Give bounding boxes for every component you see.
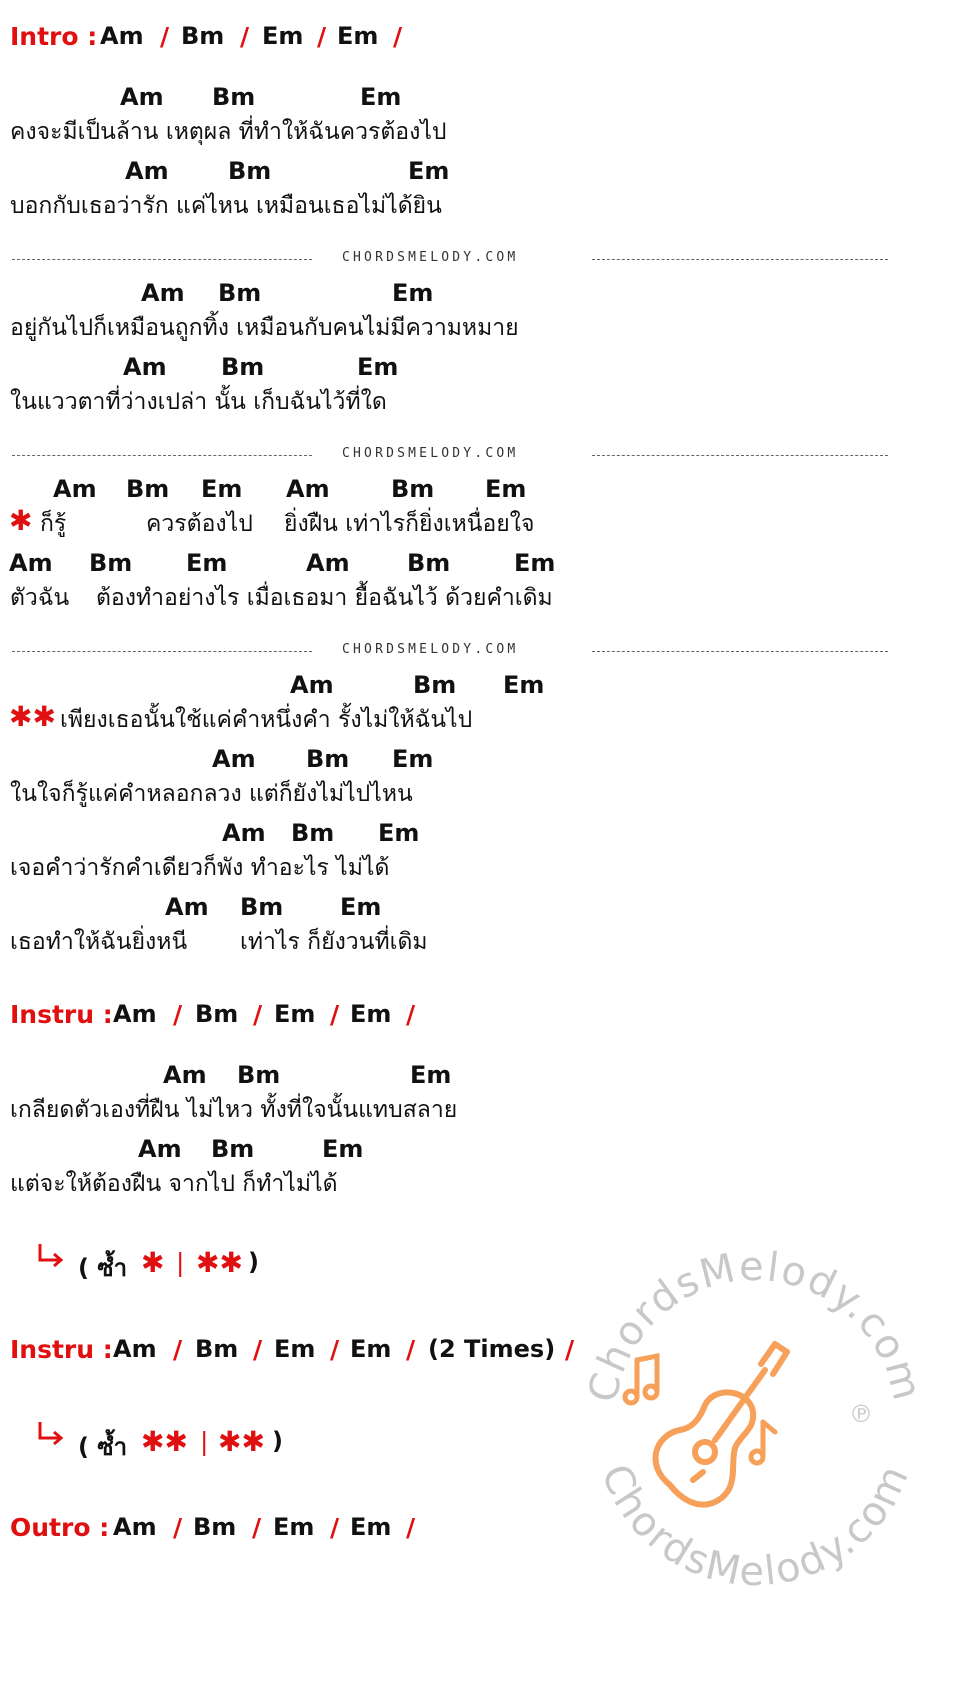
chord: Am bbox=[212, 745, 256, 773]
chord: Am bbox=[165, 893, 209, 921]
chord: Bm bbox=[181, 22, 225, 50]
slash: / bbox=[330, 1513, 340, 1542]
slash: / bbox=[330, 1000, 340, 1029]
chord: Bm bbox=[195, 1335, 239, 1363]
chord: Em bbox=[274, 1000, 316, 1028]
slash: / bbox=[253, 1335, 263, 1364]
chord: Em bbox=[340, 893, 382, 921]
lyric-line: เกลียดตัวเองที่ฝืน ไม่ไหว ทั้งที่ใจนั้นแทบสลาย bbox=[10, 1097, 458, 1123]
chord: Em bbox=[337, 22, 379, 50]
chord: Bm bbox=[195, 1000, 239, 1028]
instru-label: Instru : bbox=[10, 1000, 113, 1029]
chord: Em bbox=[262, 22, 304, 50]
chord: Em bbox=[357, 353, 399, 381]
slash: / bbox=[406, 1513, 416, 1542]
chord: Em bbox=[274, 1335, 316, 1363]
chord: Am bbox=[141, 279, 185, 307]
slash: / bbox=[160, 22, 170, 51]
chord: Am bbox=[286, 475, 330, 503]
site-watermark-text: CHORDSMELODY.COM bbox=[342, 642, 519, 657]
slash: / bbox=[406, 1335, 416, 1364]
music-note-icon bbox=[751, 1422, 775, 1463]
chord: Am bbox=[306, 549, 350, 577]
intro-label: Intro : bbox=[10, 22, 98, 51]
section-divider bbox=[12, 445, 888, 465]
lyric-line: อยู่กันไปก็เหมือนถูกทิ้ง เหมือนกับคนไม่มีความหมาย bbox=[10, 315, 519, 341]
slash: / bbox=[317, 22, 327, 51]
chord: Am bbox=[100, 22, 144, 50]
chord: Em bbox=[322, 1135, 364, 1163]
lyric-line: ควรต้องไป bbox=[146, 511, 253, 537]
repeat-marker: ✱ bbox=[141, 1246, 165, 1279]
chord: Am bbox=[9, 549, 53, 577]
slash: / bbox=[173, 1513, 183, 1542]
lyric-line: เพียงเธอนั้นใช้แค่คำหนึ่งคำ รั้งไม่ให้ฉันไป bbox=[60, 707, 473, 733]
chord: Am bbox=[53, 475, 97, 503]
slash: / bbox=[253, 1000, 263, 1029]
lyric-line: เท่าไร ก็ยังวนที่เดิม bbox=[240, 929, 428, 955]
repeat-marker: ✱✱ bbox=[196, 1246, 243, 1279]
site-watermark-text: CHORDSMELODY.COM bbox=[342, 446, 519, 461]
watermark-top-text: ChordsMelody.com bbox=[579, 1243, 931, 1407]
watermark-symbol: ℗ bbox=[849, 1400, 873, 1428]
chord: Bm bbox=[306, 745, 350, 773]
repeat-separator: | bbox=[200, 1427, 209, 1456]
repeat-close: ) bbox=[272, 1427, 283, 1455]
chord: Em bbox=[186, 549, 228, 577]
chordsmelody-watermark-logo bbox=[575, 1240, 935, 1600]
chord: Am bbox=[123, 353, 167, 381]
slash: / bbox=[406, 1000, 416, 1029]
chord: Em bbox=[485, 475, 527, 503]
chord: Bm bbox=[228, 157, 272, 185]
lyric-line: ในใจก็รู้แค่คำหลอกลวง แต่ก็ยังไม่ไปไหน bbox=[10, 781, 413, 807]
lyric-line: เธอทำให้ฉันยิ่งหนี bbox=[10, 929, 188, 955]
section-marker: ✱ bbox=[9, 504, 33, 537]
slash: / bbox=[252, 1513, 262, 1542]
slash: / bbox=[173, 1000, 183, 1029]
section-divider bbox=[12, 641, 888, 661]
section-marker: ✱✱ bbox=[9, 700, 56, 733]
chord: Bm bbox=[211, 1135, 255, 1163]
chord: Bm bbox=[291, 819, 335, 847]
chord: Em bbox=[392, 745, 434, 773]
repeat-separator: | bbox=[176, 1248, 185, 1277]
svg-text:ChordsMelody.com bbox=[592, 1457, 918, 1595]
chord: Em bbox=[408, 157, 450, 185]
lyric-line: คงจะมีเป็นล้าน เหตุผล ที่ทำให้ฉันควรต้องไป bbox=[10, 119, 447, 145]
repeat-marker: ✱✱ bbox=[141, 1425, 188, 1458]
lyric-line: ในแววตาที่ว่างเปล่า นั้น เก็บฉันไว้ที่ใด bbox=[10, 389, 387, 415]
chord: Am bbox=[290, 671, 334, 699]
lyric-line: ก็รู้ bbox=[40, 511, 67, 537]
chord: Am bbox=[113, 1335, 157, 1363]
chord: Em bbox=[514, 549, 556, 577]
lyric-line: บอกกับเธอว่ารัก แค่ไหน เหมือนเธอไม่ได้ยิน bbox=[10, 193, 442, 219]
chord: Am bbox=[138, 1135, 182, 1163]
repeat-close: ) bbox=[248, 1248, 259, 1276]
chord: Em bbox=[392, 279, 434, 307]
chord: Em bbox=[360, 83, 402, 111]
chord: Bm bbox=[212, 83, 256, 111]
chord: Bm bbox=[218, 279, 262, 307]
repeat-arrow-icon bbox=[36, 1420, 66, 1448]
chord: Am bbox=[120, 83, 164, 111]
watermark-bottom-text: ChordsMelody.com bbox=[592, 1457, 919, 1596]
outro-label: Outro : bbox=[10, 1513, 110, 1542]
chord: Bm bbox=[237, 1061, 281, 1089]
chord: Bm bbox=[391, 475, 435, 503]
lyric-line: แต่จะให้ต้องฝืน จากไป ก็ทำไม่ได้ bbox=[10, 1171, 338, 1197]
slash: / bbox=[330, 1335, 340, 1364]
chord: Am bbox=[222, 819, 266, 847]
chord: Bm bbox=[221, 353, 265, 381]
chord: Em bbox=[503, 671, 545, 699]
slash: / bbox=[240, 22, 250, 51]
chord: Bm bbox=[89, 549, 133, 577]
lyric-line: ตัวฉัน bbox=[10, 585, 70, 611]
chord: Am bbox=[125, 157, 169, 185]
chord: Am bbox=[113, 1513, 157, 1541]
chord: Em bbox=[410, 1061, 452, 1089]
repeat-count: (2 Times) bbox=[428, 1335, 556, 1363]
lyric-line: ต้องทำอย่างไร เมื่อเธอมา ยื้อฉันไว้ ด้วยคำเดิม bbox=[96, 585, 553, 611]
chord: Am bbox=[113, 1000, 157, 1028]
chord: Em bbox=[350, 1335, 392, 1363]
repeat-arrow-icon bbox=[36, 1242, 66, 1270]
slash: / bbox=[565, 1335, 575, 1364]
chord: Bm bbox=[240, 893, 284, 921]
repeat-marker: ✱✱ bbox=[218, 1425, 265, 1458]
chord: Bm bbox=[193, 1513, 237, 1541]
chord: Em bbox=[378, 819, 420, 847]
chord: Em bbox=[350, 1513, 392, 1541]
repeat-open: ( ซ้ำ bbox=[78, 1254, 128, 1282]
chord: Am bbox=[163, 1061, 207, 1089]
lyric-line: เจอคำว่ารักคำเดียวก็พัง ทำอะไร ไม่ได้ bbox=[10, 855, 390, 881]
chord: Em bbox=[350, 1000, 392, 1028]
section-divider bbox=[12, 249, 888, 269]
chord: Em bbox=[201, 475, 243, 503]
chord: Bm bbox=[407, 549, 451, 577]
instru-label: Instru : bbox=[10, 1335, 113, 1364]
repeat-open: ( ซ้ำ bbox=[78, 1433, 128, 1461]
slash: / bbox=[173, 1335, 183, 1364]
chord: Bm bbox=[413, 671, 457, 699]
lyric-line: ยิ่งฝืน เท่าไรก็ยิ่งเหนื่อยใจ bbox=[284, 511, 535, 537]
chord: Em bbox=[273, 1513, 315, 1541]
chord: Bm bbox=[126, 475, 170, 503]
site-watermark-text: CHORDSMELODY.COM bbox=[342, 250, 519, 265]
slash: / bbox=[393, 22, 403, 51]
